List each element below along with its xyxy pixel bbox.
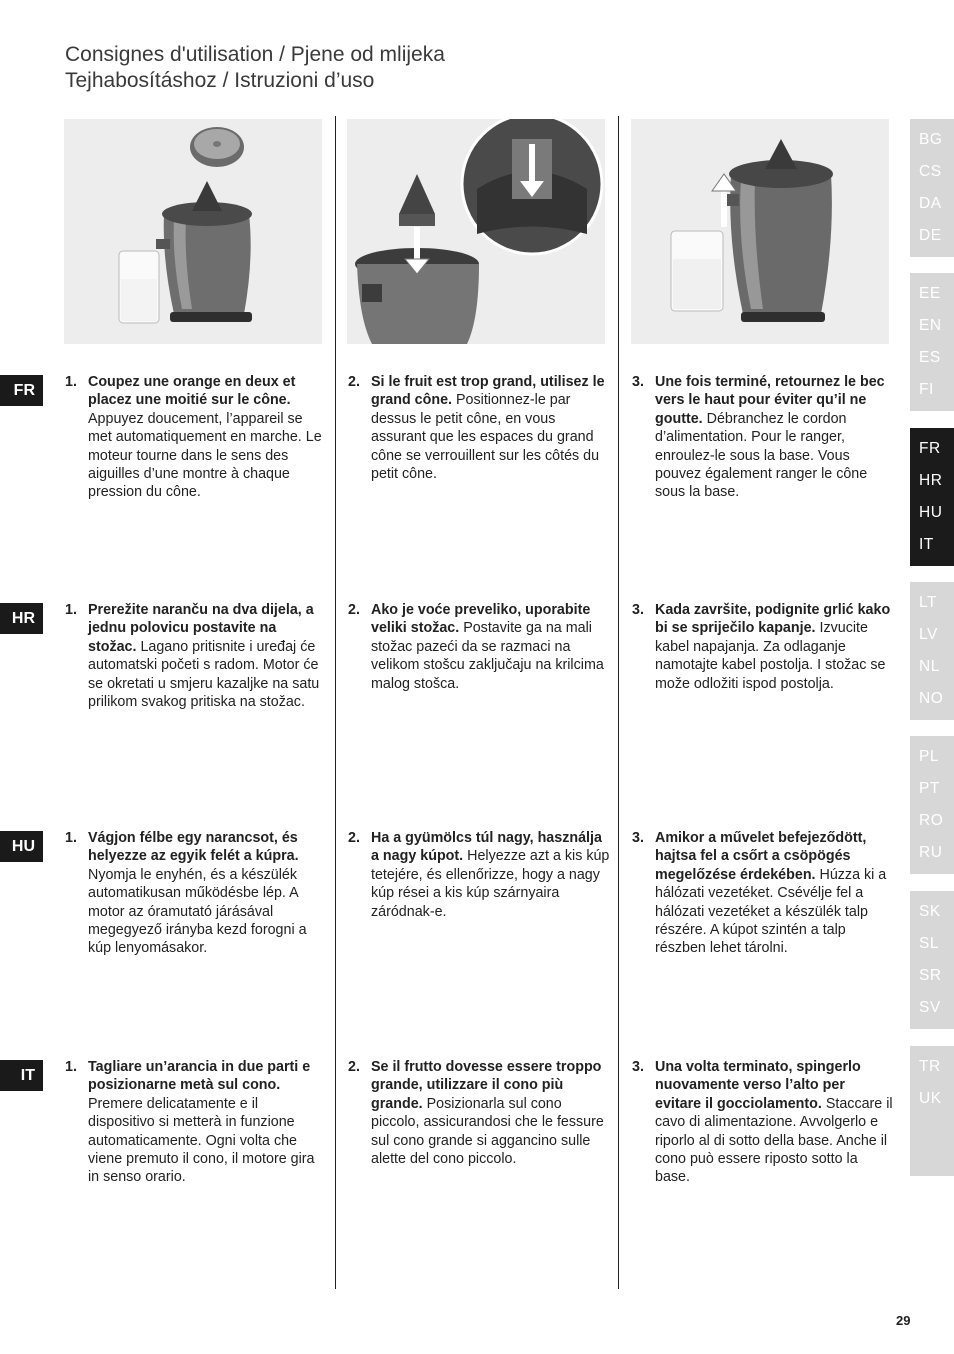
step-number: 2. bbox=[348, 830, 360, 846]
step-hr-2 bbox=[348, 601, 610, 693]
step-heading: Vágjon félbe egy narancsot, és helyezze az egyik felét a kúpra. bbox=[88, 830, 299, 865]
step-body: Helyezze azt a kis kúp tetejére, és ellenőrizze, hogy a nagy kúp rései a kis kúp szárnyaira záródnak-e. bbox=[371, 848, 610, 920]
step-number: 1. bbox=[65, 602, 77, 618]
sidebar-group-6 bbox=[910, 891, 954, 1029]
step-heading: Tagliare un’arancia in due parti e posizionarne metà sul cono. bbox=[88, 1059, 311, 1094]
sidebar-language-lt: LT bbox=[919, 594, 937, 611]
step-heading: Amikor a művelet befejeződött, hajtsa fel a csőrt a csöpögés megelőzése érdekében. bbox=[655, 830, 867, 883]
step-body: Húzza ki a hálózati vezetéket. Csévélje fel a hálózati vezetéket a készülék talp részére. A kúpot szintén a talp részben lehet tárolni. bbox=[655, 866, 887, 957]
step-number: 3. bbox=[632, 830, 644, 846]
sidebar-language-nl: NL bbox=[919, 658, 940, 675]
step-heading: Kada završite, podignite grlić kako bi se spriječilo kapanje. bbox=[655, 602, 891, 637]
language-badge-hr: HR bbox=[0, 603, 43, 634]
juicer-spout-up-illustration bbox=[631, 119, 889, 344]
sidebar-language-sk: SK bbox=[919, 903, 941, 920]
step-number: 1. bbox=[65, 1059, 77, 1075]
figure-step-1 bbox=[64, 119, 322, 344]
step-number: 3. bbox=[632, 374, 644, 390]
language-badge-it: IT bbox=[0, 1060, 43, 1091]
step-body: Izvucite kabel napajanja. Za odlaganje namotajte kabel postolja. I stožac se može odložiti ispod postolja. bbox=[655, 620, 886, 692]
step-number: 1. bbox=[65, 830, 77, 846]
step-it-2 bbox=[348, 1058, 610, 1168]
step-heading: Una volta terminato, spingerlo nuovamente verso l’alto per evitare il gocciolamento. bbox=[655, 1059, 861, 1112]
sidebar-language-pt: PT bbox=[919, 780, 940, 797]
step-body: Débranchez le cordon d’alimentation. Pour le ranger, enroulez-le sous la base. Vous pouvez également ranger le cône sous la base. bbox=[655, 410, 868, 501]
step-body: Lagano pritisnite i uređaj će automatski početi s radom. Motor će se okretati u smjeru kazaljke na satu prilikom svakog pritiska na stožac. bbox=[88, 638, 320, 711]
step-heading: Si le fruit est trop grand, utilisez le grand cône. bbox=[371, 374, 605, 409]
step-fr-2 bbox=[348, 373, 610, 483]
step-number: 3. bbox=[632, 1059, 644, 1075]
step-body: Positionnez-le par dessus le petit cône, en vous assurant que les espaces du grand cône se verrouillent sur les côtés du petit cône. bbox=[371, 392, 600, 483]
sidebar-language-de: DE bbox=[919, 227, 942, 244]
step-fr-3 bbox=[632, 373, 894, 502]
step-fr-1 bbox=[65, 373, 323, 502]
step-hu-3 bbox=[632, 829, 894, 958]
sidebar-group-7 bbox=[910, 1046, 954, 1176]
step-body: Posizionarla sul cono piccolo, assicurandosi che le fessure sul cono grande si aggancino sulle alette del cono piccolo. bbox=[371, 1095, 604, 1168]
sidebar-group-2 bbox=[910, 273, 954, 411]
sidebar-group-5 bbox=[910, 736, 954, 874]
step-number: 1. bbox=[65, 374, 77, 390]
column-divider-2 bbox=[618, 116, 619, 1289]
step-body: Staccare il cavo di alimentazione. Avvolgerlo e riporlo al di sotto della base. Anche il cono può essere riposto sotto la base. bbox=[655, 1095, 893, 1186]
sidebar-language-bg: BG bbox=[919, 131, 943, 148]
sidebar-language-ee: EE bbox=[919, 285, 941, 302]
sidebar-language-no: NO bbox=[919, 690, 944, 707]
sidebar-language-sr: SR bbox=[919, 967, 942, 984]
sidebar-language-lv: LV bbox=[919, 626, 938, 643]
step-heading: Coupez une orange en deux et placez une moitié sur le cône. bbox=[88, 374, 296, 409]
sidebar-language-en: EN bbox=[919, 317, 942, 334]
sidebar-group-3 bbox=[910, 428, 954, 566]
step-number: 2. bbox=[348, 1059, 360, 1075]
step-heading: Se il frutto dovesse essere troppo grande, utilizzare il cono più grande. bbox=[371, 1059, 602, 1112]
step-body: Premere delicatamente e il dispositivo si metterà in funzione automaticamente. Ogni volta che viene premuto il cono, il motore gira in senso orario. bbox=[88, 1095, 315, 1186]
step-hr-1 bbox=[65, 601, 323, 711]
sidebar-group-1 bbox=[910, 119, 954, 257]
figure-step-3 bbox=[631, 119, 889, 344]
sidebar-language-pl: PL bbox=[919, 748, 939, 765]
sidebar-group-4 bbox=[910, 582, 954, 720]
language-badge-fr: FR bbox=[0, 375, 43, 406]
page-number: 29 bbox=[896, 1313, 911, 1328]
header-line-2: Tejhabosításhoz / Istruzioni d’uso bbox=[65, 69, 375, 92]
figure-step-2 bbox=[347, 119, 605, 344]
sidebar-language-sl: SL bbox=[919, 935, 939, 952]
step-hu-1 bbox=[65, 829, 323, 958]
step-hr-3 bbox=[632, 601, 894, 693]
language-badge-hu: HU bbox=[0, 831, 43, 862]
step-heading: Ha a gyümölcs túl nagy, használja a nagy kúpot. bbox=[371, 830, 602, 865]
sidebar-language-fr: FR bbox=[919, 440, 941, 457]
step-it-1 bbox=[65, 1058, 323, 1187]
step-body: Appuyez doucement, l’appareil se met automatiquement en marche. Le moteur tourne dans le sens des aiguilles d’une montre à chaque pression du cône. bbox=[88, 410, 322, 501]
step-heading: Prerežite naranču na dva dijela, a jednu polovicu postavite na stožac. bbox=[88, 602, 314, 655]
step-heading: Une fois terminé, retournez le bec vers le haut pour éviter qu’il ne goutte. bbox=[655, 374, 885, 427]
juicer-with-orange-illustration bbox=[64, 119, 322, 344]
sidebar-language-fi: FI bbox=[919, 381, 934, 398]
step-body: Nyomja le enyhén, és a készülék automatikusan működésbe lép. A motor az óramutató járásával megegyező irányba kezd forogni a kúp lenyomásakor. bbox=[88, 866, 307, 957]
sidebar-language-ro: RO bbox=[919, 812, 944, 829]
large-cone-illustration bbox=[347, 119, 605, 344]
step-number: 2. bbox=[348, 602, 360, 618]
sidebar-language-ru: RU bbox=[919, 844, 943, 861]
sidebar-language-hu: HU bbox=[919, 504, 943, 521]
step-it-3 bbox=[632, 1058, 894, 1187]
sidebar-language-sv: SV bbox=[919, 999, 941, 1016]
header-line-1: Consignes d'utilisation / Pjene od mlijeka bbox=[65, 43, 445, 66]
page-header bbox=[65, 42, 445, 94]
column-divider-1 bbox=[335, 116, 336, 1289]
sidebar-language-it: IT bbox=[919, 536, 934, 553]
sidebar-language-da: DA bbox=[919, 195, 942, 212]
sidebar-language-es: ES bbox=[919, 349, 941, 366]
sidebar-language-uk: UK bbox=[919, 1090, 942, 1107]
sidebar-language-tr: TR bbox=[919, 1058, 941, 1075]
step-number: 3. bbox=[632, 602, 644, 618]
sidebar-language-cs: CS bbox=[919, 163, 942, 180]
step-number: 2. bbox=[348, 374, 360, 390]
step-hu-2 bbox=[348, 829, 610, 921]
sidebar-language-hr: HR bbox=[919, 472, 943, 489]
step-heading: Ako je voće preveliko, uporabite veliki stožac. bbox=[371, 602, 591, 637]
step-body: Postavite ga na mali stožac pazeći da se razmaci na velikom stošcu zaključaju na krilcima malog stošca. bbox=[371, 620, 604, 692]
